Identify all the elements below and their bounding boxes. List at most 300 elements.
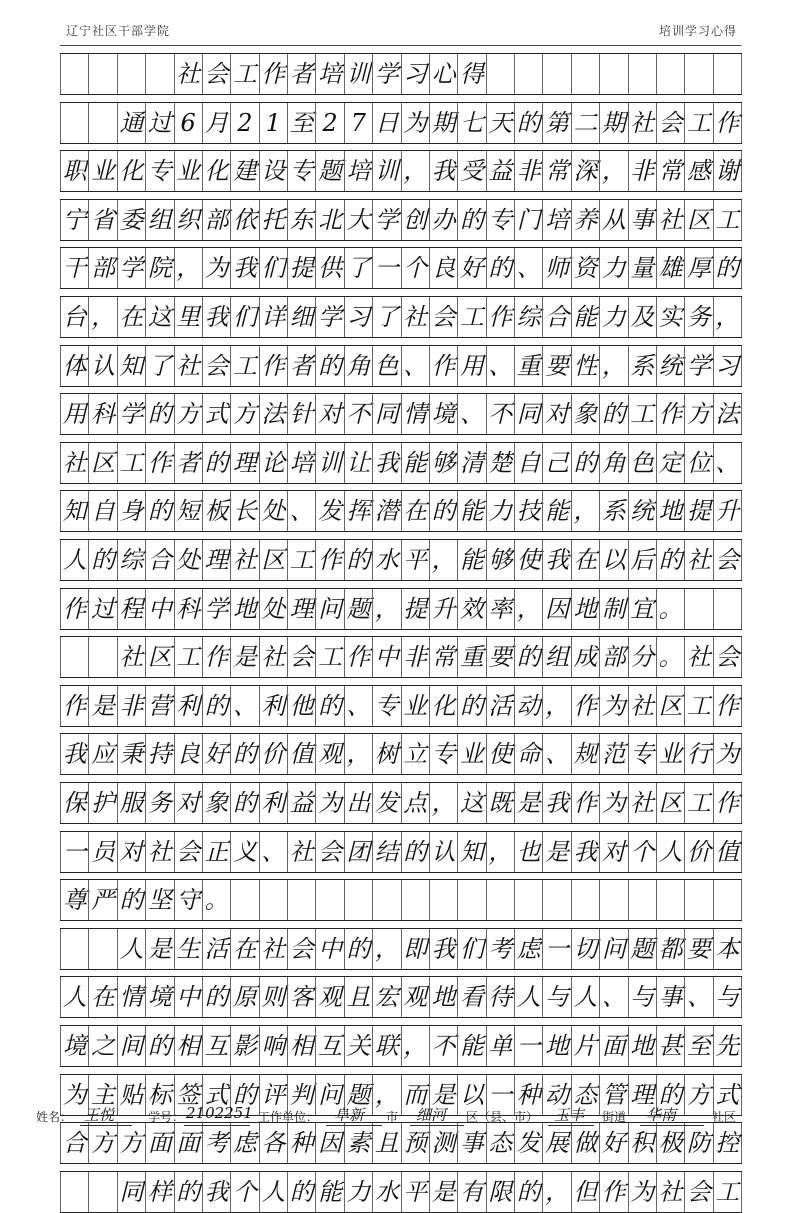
- grid-cell: 观: [315, 977, 343, 1017]
- grid-cell: 。: [656, 589, 684, 629]
- grid-cell: 价: [684, 832, 712, 872]
- grid-cell: 第: [542, 103, 570, 143]
- grid-cell: 们: [259, 248, 287, 288]
- grid-cell: 值: [713, 832, 742, 872]
- grid-cell: 社: [287, 832, 315, 872]
- grid-cell: 门: [514, 200, 542, 240]
- grid-cell: 的: [174, 1172, 202, 1212]
- grid-cell: 切: [571, 929, 599, 969]
- grid-cell: [287, 880, 315, 920]
- grid-cell: 测: [429, 1123, 457, 1163]
- grid-cell: 地: [542, 1026, 570, 1066]
- grid-cell: 种: [287, 1123, 315, 1163]
- grid-cell: 考: [202, 1123, 230, 1163]
- grid-cell: [230, 880, 258, 920]
- grid-cell: 境: [429, 394, 457, 434]
- grid-cell: 人: [656, 832, 684, 872]
- grid-cell: 理: [230, 443, 258, 483]
- grid-cell: ，: [486, 832, 514, 872]
- grid-cell: 做: [571, 1123, 599, 1163]
- grid-cell: 作: [60, 686, 88, 726]
- grid-cell: 业: [88, 151, 116, 191]
- grid-cell: 能: [542, 491, 570, 531]
- grid-cell: 都: [656, 929, 684, 969]
- grid-cell: 象: [202, 783, 230, 823]
- city-value: 阜新: [334, 1106, 365, 1124]
- grid-cell: 社: [628, 783, 656, 823]
- grid-cell: 提: [401, 589, 429, 629]
- grid-cell: 题: [315, 151, 343, 191]
- grid-cell: 面: [174, 1123, 202, 1163]
- name-underline: [80, 1125, 132, 1126]
- grid-cell: 、: [713, 443, 742, 483]
- grid-cell: 工: [117, 443, 145, 483]
- grid-cell: 培: [542, 200, 570, 240]
- grid-cell: 的: [713, 248, 742, 288]
- grid-cell: 详: [259, 297, 287, 337]
- grid-cell: 一: [372, 248, 400, 288]
- grid-cell: [628, 54, 656, 94]
- grid-cell: 非: [117, 686, 145, 726]
- grid-cell: [486, 880, 514, 920]
- grid-cell: 他: [287, 686, 315, 726]
- grid-cell: 2: [230, 103, 258, 143]
- grid-cell: 作: [315, 540, 343, 580]
- grid-cell: 专: [486, 200, 514, 240]
- grid-cell: 务: [145, 783, 173, 823]
- grid-cell: 既: [486, 783, 514, 823]
- text-line: [60, 345, 742, 387]
- grid-cell: 的: [457, 200, 485, 240]
- grid-cell: 处: [259, 491, 287, 531]
- grid-cell: [684, 54, 712, 94]
- grid-cell: 良: [174, 734, 202, 774]
- grid-cell: 法: [713, 394, 742, 434]
- grid-cell: 作: [656, 394, 684, 434]
- grid-cell: 综: [514, 297, 542, 337]
- grid-cell: 的: [230, 1075, 258, 1115]
- grid-cell: 了: [372, 297, 400, 337]
- grid-cell: [344, 880, 372, 920]
- grid-cell: 知: [60, 491, 88, 531]
- grid-cell: 综: [117, 540, 145, 580]
- grid-cell: 尊: [60, 880, 88, 920]
- grid-cell: 好: [202, 734, 230, 774]
- grid-cell: 因: [315, 1123, 343, 1163]
- grid-cell: 托: [259, 200, 287, 240]
- grid-cell: ，: [174, 248, 202, 288]
- grid-cell: 在: [230, 929, 258, 969]
- grid-cell: 益: [287, 783, 315, 823]
- grid-cell: 社: [628, 103, 656, 143]
- grid-cell: 理: [628, 1075, 656, 1115]
- grid-cell: 过: [145, 103, 173, 143]
- grid-cell: 规: [571, 734, 599, 774]
- grid-cell: 人: [60, 977, 88, 1017]
- grid-cell: 化: [117, 151, 145, 191]
- grid-cell: [429, 880, 457, 920]
- grid-cell: 色: [372, 346, 400, 386]
- grid-cell: 会: [287, 929, 315, 969]
- grid-cell: 委: [117, 200, 145, 240]
- grid-cell: 式: [713, 1075, 742, 1115]
- grid-cell: 对: [117, 832, 145, 872]
- grid-cell: 控: [713, 1123, 742, 1163]
- grid-cell: 能: [457, 491, 485, 531]
- grid-cell: 升: [429, 589, 457, 629]
- grid-cell: 发: [372, 783, 400, 823]
- grid-cell: [599, 54, 627, 94]
- grid-cell: 情: [401, 394, 429, 434]
- grid-cell: 依: [230, 200, 258, 240]
- grid-cell: 的: [145, 394, 173, 434]
- grid-cell: 对: [315, 394, 343, 434]
- grid-cell: 社: [230, 540, 258, 580]
- grid-cell: 里: [174, 297, 202, 337]
- grid-cell: [60, 54, 88, 94]
- grid-cell: 态: [486, 1123, 514, 1163]
- grid-cell: 面: [145, 1123, 173, 1163]
- town-underline: [548, 1125, 594, 1126]
- grid-cell: 动: [514, 686, 542, 726]
- grid-cell: 作: [429, 346, 457, 386]
- grid-cell: 判: [287, 1075, 315, 1115]
- grid-cell: 非: [628, 151, 656, 191]
- grid-cell: 专: [628, 734, 656, 774]
- grid-cell: 力: [599, 297, 627, 337]
- city-underline: [326, 1125, 382, 1126]
- grid-cell: 贴: [117, 1075, 145, 1115]
- grid-cell: 我: [202, 1172, 230, 1212]
- community-suffix: 社区: [712, 1110, 737, 1124]
- grid-cell: 社: [145, 832, 173, 872]
- grid-cell: 使: [486, 734, 514, 774]
- grid-cell: 办: [429, 200, 457, 240]
- grid-cell: 会: [202, 54, 230, 94]
- text-line: [60, 685, 742, 727]
- grid-cell: 作: [713, 783, 742, 823]
- grid-cell: [571, 54, 599, 94]
- grid-cell: 化: [429, 686, 457, 726]
- grid-cell: [542, 880, 570, 920]
- grid-cell: 专: [287, 151, 315, 191]
- grid-cell: 相: [287, 1026, 315, 1066]
- text-line: [60, 150, 742, 192]
- grid-cell: 组: [542, 637, 570, 677]
- grid-cell: 台: [60, 297, 88, 337]
- grid-cell: 。: [656, 637, 684, 677]
- grid-cell: 我: [202, 297, 230, 337]
- grid-cell: 区: [684, 200, 712, 240]
- grid-cell: 原: [230, 977, 258, 1017]
- grid-cell: 6: [174, 103, 202, 143]
- grid-cell: 、: [684, 977, 712, 1017]
- grid-cell: ，: [571, 491, 599, 531]
- grid-cell: 良: [429, 248, 457, 288]
- grid-cell: 设: [259, 151, 287, 191]
- grid-cell: 知: [457, 832, 485, 872]
- grid-cell: 院: [145, 248, 173, 288]
- grid-cell: 的: [656, 540, 684, 580]
- grid-cell: 的: [344, 540, 372, 580]
- grid-cell: 方: [88, 1123, 116, 1163]
- grid-cell: ，: [401, 151, 429, 191]
- grid-cell: 发: [514, 1123, 542, 1163]
- grid-cell: 会: [713, 637, 742, 677]
- grid-cell: 的: [202, 686, 230, 726]
- grid-cell: 能: [457, 540, 485, 580]
- grid-cell: 同: [372, 394, 400, 434]
- grid-cell: 互: [202, 1026, 230, 1066]
- grid-cell: 是: [429, 1075, 457, 1115]
- grid-cell: 一: [514, 1026, 542, 1066]
- text-line: [60, 928, 742, 970]
- grid-cell: 问: [315, 589, 343, 629]
- grid-cell: 干: [60, 248, 88, 288]
- grid-cell: 我: [571, 832, 599, 872]
- grid-cell: 水: [372, 1172, 400, 1212]
- grid-cell: 们: [230, 297, 258, 337]
- grid-cell: 是: [429, 1172, 457, 1212]
- grid-cell: 社: [259, 637, 287, 677]
- grid-cell: 营: [145, 686, 173, 726]
- grid-cell: 资: [571, 248, 599, 288]
- grid-cell: 、: [401, 346, 429, 386]
- text-line: [60, 879, 742, 921]
- grid-cell: 事: [628, 200, 656, 240]
- grid-cell: 的: [344, 929, 372, 969]
- grid-cell: 益: [486, 151, 514, 191]
- grid-cell: 保: [60, 783, 88, 823]
- grid-cell: 作: [713, 686, 742, 726]
- grid-cell: 工: [684, 783, 712, 823]
- grid-cell: 习: [344, 297, 372, 337]
- grid-cell: 象: [571, 394, 599, 434]
- grid-cell: 者: [174, 443, 202, 483]
- grid-cell: 挥: [344, 491, 372, 531]
- grid-cell: 社: [401, 297, 429, 337]
- grid-cell: 系: [599, 491, 627, 531]
- grid-cell: ，: [429, 783, 457, 823]
- grid-cell: 方: [117, 1123, 145, 1163]
- grid-cell: 会: [713, 540, 742, 580]
- grid-cell: 评: [259, 1075, 287, 1115]
- grid-cell: 者: [287, 54, 315, 94]
- grid-cell: 在: [88, 977, 116, 1017]
- grid-cell: 用: [457, 346, 485, 386]
- grid-cell: 作: [60, 589, 88, 629]
- grid-cell: 不: [429, 1026, 457, 1066]
- grid-cell: 北: [315, 200, 343, 240]
- grid-cell: 日: [372, 103, 400, 143]
- grid-cell: 与: [713, 977, 742, 1017]
- grid-cell: 守: [174, 880, 202, 920]
- grid-cell: 区: [145, 637, 173, 677]
- work-unit-label: 工作单位：: [258, 1110, 319, 1124]
- grid-cell: 的: [401, 832, 429, 872]
- grid-cell: 地: [628, 1026, 656, 1066]
- grid-cell: 主: [88, 1075, 116, 1115]
- grid-cell: 合: [542, 297, 570, 337]
- grid-cell: 价: [259, 734, 287, 774]
- grid-cell: 学: [117, 248, 145, 288]
- grid-cell: 行: [684, 734, 712, 774]
- grid-cell: 。: [202, 880, 230, 920]
- grid-cell: 短: [174, 491, 202, 531]
- grid-cell: 方: [174, 394, 202, 434]
- grid-cell: 且: [344, 977, 372, 1017]
- grid-cell: 情: [117, 977, 145, 1017]
- grid-cell: 先: [713, 1026, 742, 1066]
- grid-cell: 及: [628, 297, 656, 337]
- grid-cell: 的: [514, 103, 542, 143]
- grid-cell: ，: [372, 929, 400, 969]
- grid-cell: 作: [344, 637, 372, 677]
- grid-cell: [372, 880, 400, 920]
- grid-cell: 供: [315, 248, 343, 288]
- grid-cell: 方: [684, 1075, 712, 1115]
- grid-cell: 科: [88, 394, 116, 434]
- grid-cell: 会: [174, 832, 202, 872]
- grid-cell: 事: [656, 977, 684, 1017]
- grid-cell: 培: [287, 443, 315, 483]
- grid-cell: 率: [486, 589, 514, 629]
- student-id-underline: [184, 1125, 250, 1126]
- grid-cell: 间: [117, 1026, 145, 1066]
- grid-cell: ，: [88, 297, 116, 337]
- grid-cell: 学: [684, 346, 712, 386]
- grid-cell: 谢: [713, 151, 742, 191]
- name-value: 王悦: [84, 1106, 115, 1124]
- grid-cell: ，: [429, 540, 457, 580]
- grid-cell: 相: [174, 1026, 202, 1066]
- text-line: [60, 393, 742, 435]
- grid-cell: 为: [599, 686, 627, 726]
- grid-cell: 深: [571, 151, 599, 191]
- grid-cell: 至: [287, 103, 315, 143]
- grid-cell: 社: [174, 54, 202, 94]
- grid-cell: 水: [372, 540, 400, 580]
- grid-cell: 从: [599, 200, 627, 240]
- grid-cell: 能: [401, 443, 429, 483]
- grid-cell: ，: [401, 1026, 429, 1066]
- grid-cell: 我: [429, 151, 457, 191]
- grid-cell: 会: [684, 1172, 712, 1212]
- grid-cell: 作: [599, 1172, 627, 1212]
- student-id-label: 学号：: [148, 1110, 185, 1124]
- grid-cell: 作: [571, 686, 599, 726]
- grid-cell: 在: [571, 540, 599, 580]
- grid-cell: 习: [713, 346, 742, 386]
- grid-cell: 培: [315, 54, 343, 94]
- grid-cell: 应: [88, 734, 116, 774]
- grid-cell: 社: [628, 686, 656, 726]
- city-suffix: 市: [386, 1110, 399, 1124]
- grid-cell: 专: [429, 734, 457, 774]
- grid-cell: 为: [60, 1075, 88, 1115]
- grid-cell: 也: [514, 832, 542, 872]
- grid-cell: 得: [457, 54, 485, 94]
- grid-cell: 升: [713, 491, 742, 531]
- grid-cell: 因: [542, 589, 570, 629]
- grid-cell: 式: [202, 1075, 230, 1115]
- grid-cell: [60, 637, 88, 677]
- grid-cell: 范: [599, 734, 627, 774]
- grid-cell: 一: [486, 1075, 514, 1115]
- grid-cell: 则: [259, 977, 287, 1017]
- grid-cell: 制: [599, 589, 627, 629]
- grid-cell: 业: [174, 151, 202, 191]
- grid-cell: [117, 54, 145, 94]
- grid-cell: 社: [259, 929, 287, 969]
- text-line: [60, 636, 742, 678]
- grid-cell: 结: [372, 832, 400, 872]
- grid-cell: [656, 880, 684, 920]
- grid-cell: 工: [315, 637, 343, 677]
- grid-cell: 、: [230, 686, 258, 726]
- grid-cell: 以: [457, 1075, 485, 1115]
- grid-cell: 对: [542, 394, 570, 434]
- grid-cell: 工: [230, 346, 258, 386]
- grid-cell: 合: [60, 1123, 88, 1163]
- header-doc-type: 培训学习心得: [658, 24, 737, 38]
- grid-cell: 地: [571, 589, 599, 629]
- grid-cell: 论: [259, 443, 287, 483]
- grid-cell: 织: [174, 200, 202, 240]
- grid-cell: 程: [117, 589, 145, 629]
- grid-cell: 的: [202, 443, 230, 483]
- grid-cell: 我: [542, 783, 570, 823]
- grid-cell: 技: [514, 491, 542, 531]
- grid-cell: 体: [60, 346, 88, 386]
- grid-cell: ，: [599, 151, 627, 191]
- grid-cell: 的: [145, 491, 173, 531]
- grid-cell: 利: [174, 686, 202, 726]
- grid-cell: 习: [401, 54, 429, 94]
- grid-cell: 是: [88, 686, 116, 726]
- grid-cell: [457, 880, 485, 920]
- grid-cell: 工: [287, 540, 315, 580]
- grid-cell: 分: [628, 637, 656, 677]
- grid-cell: 七: [457, 103, 485, 143]
- grid-cell: [88, 929, 116, 969]
- grid-cell: 训: [315, 443, 343, 483]
- grid-cell: 以: [599, 540, 627, 580]
- grid-cell: ，: [344, 734, 372, 774]
- grid-cell: 标: [145, 1075, 173, 1115]
- text-line: [60, 976, 742, 1018]
- grid-cell: 坚: [145, 880, 173, 920]
- grid-cell: ，: [372, 589, 400, 629]
- grid-cell: 养: [571, 200, 599, 240]
- grid-cell: [571, 880, 599, 920]
- grid-cell: 社: [174, 346, 202, 386]
- grid-cell: 区: [88, 443, 116, 483]
- grid-cell: 训: [344, 54, 372, 94]
- grid-cell: 会: [315, 832, 343, 872]
- grid-cell: 、: [259, 832, 287, 872]
- district-underline: [410, 1125, 464, 1126]
- grid-cell: 师: [542, 248, 570, 288]
- grid-cell: 的: [457, 686, 485, 726]
- grid-cell: 位: [684, 443, 712, 483]
- grid-cell: 不: [486, 394, 514, 434]
- grid-cell: [599, 880, 627, 920]
- grid-cell: 会: [429, 297, 457, 337]
- grid-cell: 会: [202, 346, 230, 386]
- grid-cell: 要: [486, 637, 514, 677]
- header-institution: 辽宁社区干部学院: [66, 24, 171, 38]
